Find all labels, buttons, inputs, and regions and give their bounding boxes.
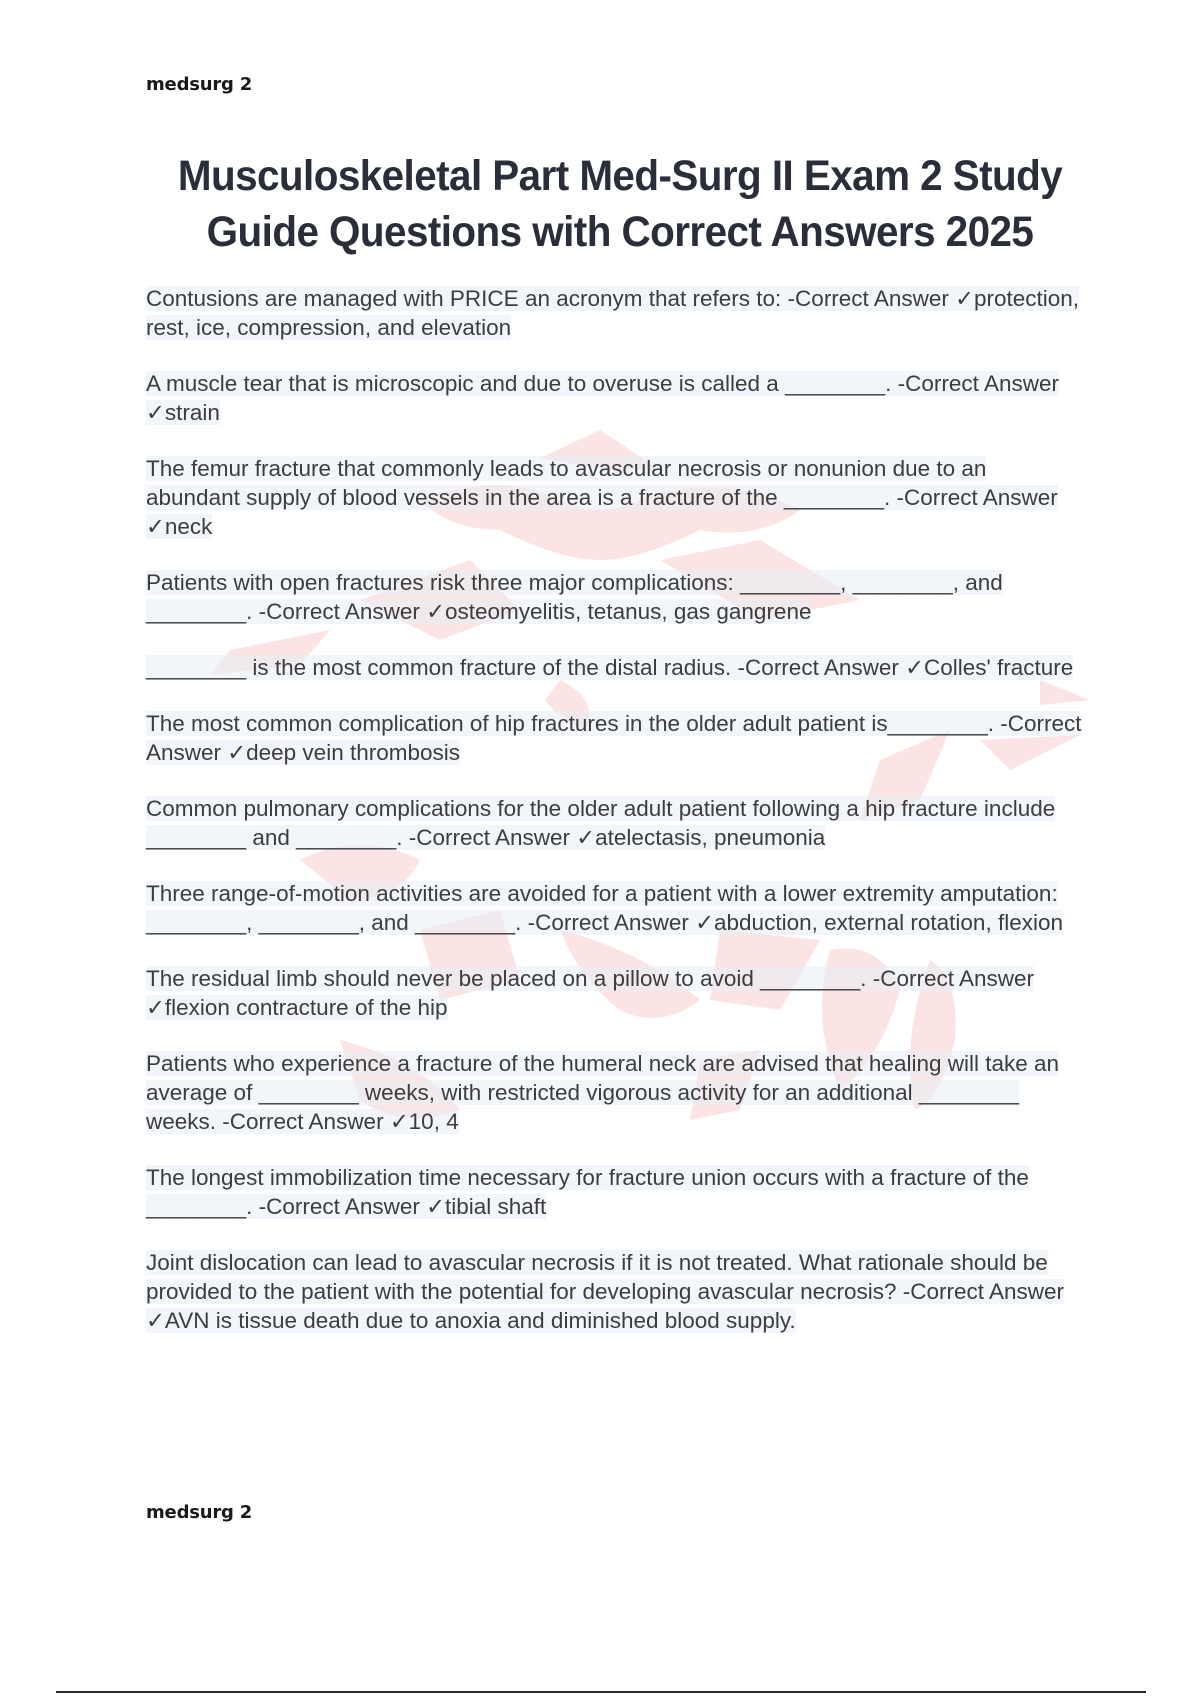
- qa-text: The longest immobilization time necessary for fracture union occurs with a fracture of the ________. -Correct Answer ✓tibial shaft: [146, 1165, 1029, 1219]
- qa-text: The residual limb should never be placed on a pillow to avoid ________. -Correct Answer ✓flexion contracture of the hip: [146, 966, 1035, 1020]
- qa-item: [146, 284, 1086, 342]
- qa-text: Patients with open fractures risk three major complications: ________, ________, and ________. -Correct Answer ✓osteomyelitis, tetanus, gas gangrene: [146, 570, 1003, 624]
- qa-item: [146, 964, 1086, 1022]
- qa-list: [146, 284, 1086, 1362]
- qa-item: [146, 794, 1086, 852]
- qa-item: [146, 454, 1086, 541]
- qa-text: A muscle tear that is microscopic and due to overuse is called a ________. -Correct Answer ✓strain: [146, 371, 1059, 425]
- qa-text: ________ is the most common fracture of the distal radius. -Correct Answer ✓Colles' fracture: [146, 655, 1074, 680]
- footer-label: medsurg 2: [146, 1502, 253, 1523]
- document-title: Musculoskeletal Part Med-Surg II Exam 2 Study Guide Questions with Correct Answers 2025: [177, 152, 1063, 256]
- qa-text: Three range-of-motion activities are avoided for a patient with a lower extremity amputation: ________, ________, and ________. -Correct Answer ✓abduction, external rotation, flexion: [146, 881, 1063, 935]
- qa-text: The most common complication of hip fractures in the older adult patient is________. -Correct Answer ✓deep vein thrombosis: [146, 711, 1082, 765]
- qa-text: Joint dislocation can lead to avascular necrosis if it is not treated. What rationale should be provided to the patient with the potential for developing avascular necrosis? -Correct Answer ✓AVN is tissue death due to anoxia and diminished blood supply.: [146, 1250, 1065, 1333]
- qa-text: Common pulmonary complications for the older adult patient following a hip fracture include ________ and ________. -Correct Answer ✓atelectasis, pneumonia: [146, 796, 1056, 850]
- qa-item: [146, 879, 1086, 937]
- qa-item: [146, 653, 1086, 682]
- qa-item: [146, 369, 1086, 427]
- header-label: medsurg 2: [146, 74, 253, 95]
- qa-text: The femur fracture that commonly leads to avascular necrosis or nonunion due to an abundant supply of blood vessels in the area is a fracture of the ________. -Correct Answer ✓neck: [146, 456, 1058, 539]
- qa-item: [146, 568, 1086, 626]
- qa-text: Contusions are managed with PRICE an acronym that refers to: -Correct Answer ✓protection, rest, ice, compression, and elevation: [146, 286, 1080, 340]
- qa-item: [146, 1248, 1086, 1335]
- qa-item: [146, 1049, 1086, 1136]
- page-bottom-divider: [56, 1691, 1146, 1693]
- qa-text: Patients who experience a fracture of the humeral neck are advised that healing will take an average of ________ weeks, with restricted vigorous activity for an additional ________ weeks. -Correct Answer ✓10, 4: [146, 1051, 1060, 1134]
- qa-item: [146, 709, 1086, 767]
- qa-item: [146, 1163, 1086, 1221]
